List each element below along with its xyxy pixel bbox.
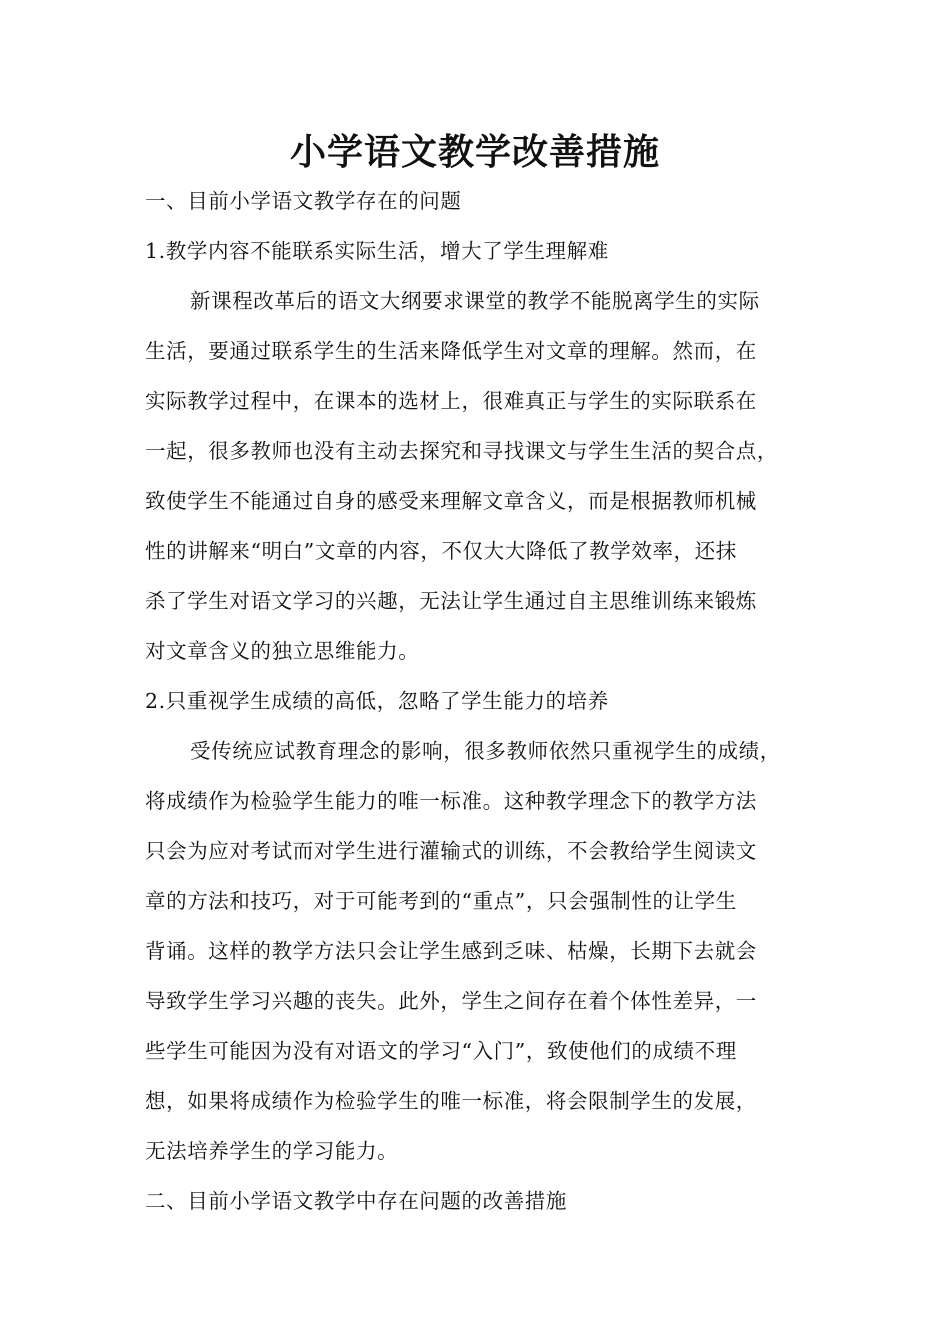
paragraph-1-line: 实际教学过程中，在课本的选材上，很难真正与学生的实际联系在: [145, 389, 757, 413]
paragraph-2-line: 无法培养学生的学习能力。: [145, 1139, 399, 1163]
paragraph-1-line: 新课程改革后的语文大纲要求课堂的教学不能脱离学生的实际: [190, 289, 760, 313]
paragraph-1-line: 生活，要通过联系学生的生活来降低学生对文章的理解。然而，在: [145, 339, 757, 363]
paragraph-2-line: 想，如果将成绩作为检验学生的唯一标准，将会限制学生的发展，: [145, 1089, 757, 1113]
paragraph-1-line: 一起，很多教师也没有主动去探究和寻找课文与学生生活的契合点，: [145, 439, 778, 463]
section-heading-2: 二、目前小学语文教学中存在问题的改善措施: [145, 1189, 567, 1213]
paragraph-2-line: 章的方法和技巧，对于可能考到的“重点”，只会强制性的让学生: [145, 889, 737, 913]
paragraph-2-line: 将成绩作为检验学生能力的唯一标准。这种教学理念下的教学方法: [145, 789, 757, 813]
paragraph-2-line: 导致学生学习兴趣的丧失。此外，学生之间存在着个体性差异，一: [145, 989, 757, 1013]
paragraph-1-line: 杀了学生对语文学习的兴趣，无法让学生通过自主思维训练来锻炼: [145, 589, 757, 613]
document-title: 小学语文教学改善措施: [289, 131, 660, 173]
paragraph-1-line: 性的讲解来“明白”文章的内容，不仅大大降低了教学效率，还抹: [145, 539, 737, 563]
section-heading-1: 一、目前小学语文教学存在的问题: [145, 189, 462, 213]
paragraph-1-line: 对文章含义的独立思维能力。: [145, 639, 420, 663]
subheading-1: 1.教学内容不能联系实际生活，增大了学生理解难: [145, 239, 609, 263]
paragraph-2-line: 背诵。这样的教学方法只会让学生感到乏味、枯燥，长期下去就会: [145, 939, 757, 963]
paragraph-2-line: 受传统应试教育理念的影响，很多教师依然只重视学生的成绩，: [190, 739, 781, 763]
paragraph-1-line: 致使学生不能通过自身的感受来理解文章含义，而是根据教师机械: [145, 489, 757, 513]
paragraph-2-line: 些学生可能因为没有对语文的学习“入门”，致使他们的成绩不理: [145, 1039, 737, 1063]
subheading-2: 2.只重视学生成绩的高低，忽略了学生能力的培养: [145, 689, 609, 713]
paragraph-2-line: 只会为应对考试而对学生进行灌输式的训练，不会教给学生阅读文: [145, 839, 757, 863]
